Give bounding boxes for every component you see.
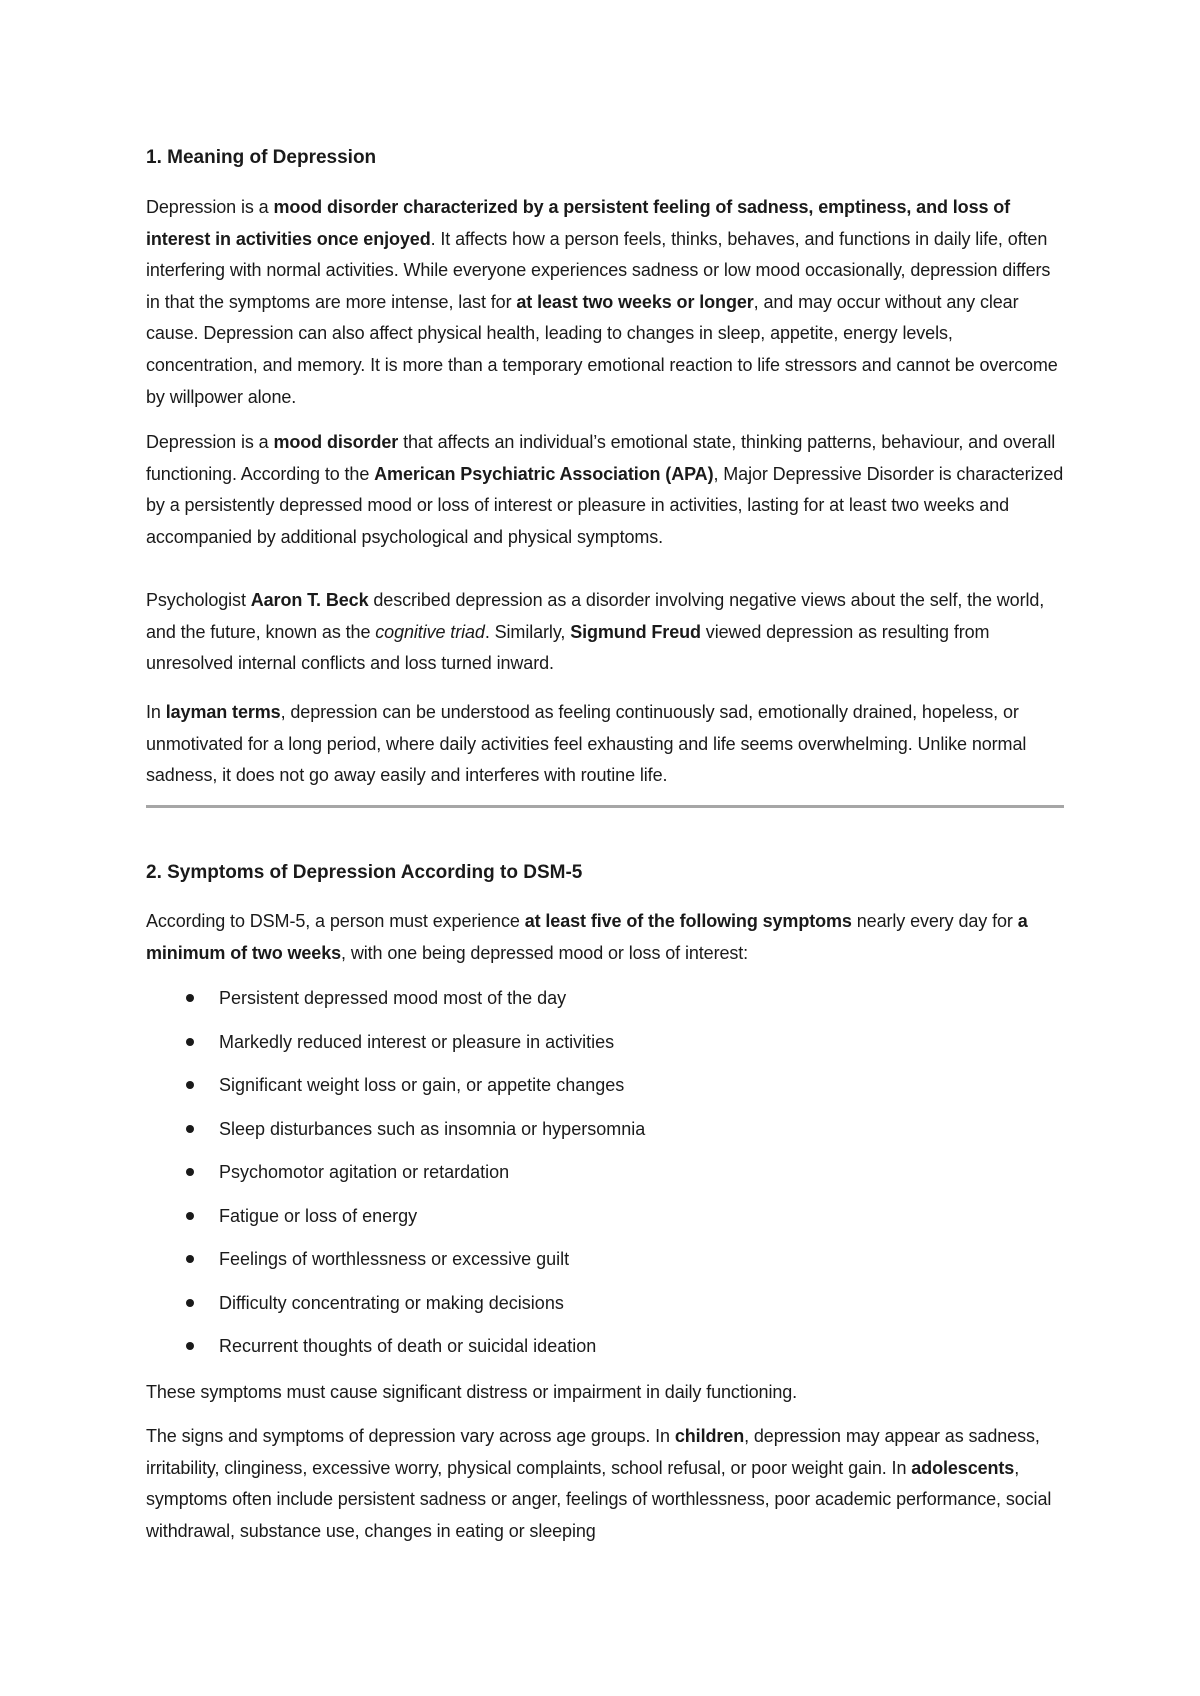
italic-text: cognitive triad: [375, 621, 485, 642]
symptom-text: Fatigue or loss of energy: [219, 1205, 418, 1226]
bullet-icon: [186, 1212, 194, 1220]
symptom-text: Markedly reduced interest or pleasure in activities: [219, 1031, 615, 1052]
section-2-age-groups: [146, 1421, 1066, 1547]
text-run: Depression is a: [146, 197, 274, 217]
text-run: , Major Depressive Disorder is characterized by a persistently depressed mood or loss of interest or pleasure in activities, lasting for at least two weeks and accompanied by additional psychological and physical symptoms.: [146, 463, 1064, 547]
text-run: nearly every day for: [851, 911, 1018, 931]
bold-text: mood disorder characterized by a persistent feeling of sadness, emptiness, and loss of interest in activities once enjoyed: [146, 197, 1011, 249]
section-2-heading: 2. Symptoms of Depression According to DSM-5: [146, 862, 583, 883]
bold-text: adolescents: [911, 1457, 1015, 1478]
bullet-icon: [186, 994, 194, 1002]
bullet-icon: [186, 1038, 194, 1046]
text-run: , and may occur without any clear cause. Depression can also affect physical health, leading to changes in sleep, appetite, energy levels, concentration, and memory. It is more than a temporary emotional reaction to life stressors and cannot be overcome by willpower alone.: [146, 291, 1058, 407]
bullet-icon: [186, 1299, 194, 1307]
text-run: that affects an individual’s emotional state, thinking patterns, behaviour, and overall functioning. According to the: [146, 432, 1056, 484]
bold-text: mood disorder: [273, 432, 399, 452]
symptom-text: Significant weight loss or gain, or appetite changes: [219, 1075, 625, 1095]
bold-text: Sigmund Freud: [570, 621, 701, 642]
bold-text: a minimum of two weeks: [146, 911, 1028, 963]
text-run: According to DSM-5, a person must experience: [146, 911, 525, 931]
text-run: . It affects how a person feels, thinks, behaves, and functions in daily life, often interfering with normal activities. While everyone experiences sadness or low mood occasionally, depression differs in that the symptoms are more intense, last for: [146, 228, 1051, 312]
bold-text: at least five of the following symptoms: [524, 911, 852, 931]
bold-text: Aaron T. Beck: [250, 590, 369, 610]
section-2-intro: [146, 906, 1066, 969]
text-run: described depression as a disorder involving negative views about the self, the world, and the future, known as the: [146, 590, 1045, 642]
bullet-icon: [186, 1168, 194, 1176]
text-run: , symptoms often include persistent sadness or anger, feelings of worthlessness, poor academic performance, social withdrawal, substance use, changes in eating or sleeping: [146, 1457, 1052, 1541]
section-1-paragraph-1: [146, 192, 1066, 413]
section-2-closing: These symptoms must cause significant distress or impairment in daily functioning.: [146, 1382, 798, 1402]
section-1-heading: 1. Meaning of Depression: [146, 147, 377, 168]
bold-text: children: [674, 1426, 745, 1446]
bullet-icon: [186, 1255, 194, 1263]
symptom-text: Feelings of worthlessness or excessive guilt: [219, 1249, 570, 1269]
bullet-icon: [186, 1081, 194, 1089]
text-run: viewed depression as resulting from unresolved internal conflicts and loss turned inward.: [146, 621, 990, 674]
section-1-paragraph-4: [146, 697, 1066, 792]
bold-text: layman terms: [165, 702, 281, 722]
symptom-text: Persistent depressed mood most of the day: [219, 988, 567, 1008]
text-run: The signs and symptoms of depression vary across age groups. In: [146, 1426, 675, 1446]
text-run: , depression may appear as sadness, irritability, clinginess, excessive worry, physical complaints, school refusal, or poor weight gain. In: [146, 1426, 1040, 1478]
text-run: . Similarly,: [484, 621, 571, 642]
bold-text: American Psychiatric Association (APA): [374, 463, 714, 484]
text-run: , depression can be understood as feeling continuously sad, emotionally drained, hopeless, or unmotivated for a long period, where daily activities feel exhausting and life seems overwhelming. Unlike normal sadness, it does not go away easily and interferes with routine life.: [146, 702, 1027, 786]
symptom-text: Recurrent thoughts of death or suicidal ideation: [219, 1336, 597, 1356]
bold-text: at least two weeks or longer: [516, 291, 754, 312]
bullet-icon: [186, 1342, 194, 1350]
text-run: Depression is a: [146, 432, 274, 452]
symptom-text: Difficulty concentrating or making decisions: [219, 1292, 564, 1313]
section-1-paragraph-3: [146, 585, 1066, 680]
horizontal-divider: [146, 805, 1064, 808]
symptom-text: Psychomotor agitation or retardation: [219, 1162, 510, 1182]
section-1-paragraph-2: [146, 427, 1066, 553]
text-run: In: [146, 702, 166, 722]
text-run: Psychologist: [146, 590, 251, 610]
text-run: , with one being depressed mood or loss of interest:: [341, 942, 749, 963]
symptom-text: Sleep disturbances such as insomnia or hypersomnia: [219, 1118, 646, 1139]
bullet-icon: [186, 1125, 194, 1133]
